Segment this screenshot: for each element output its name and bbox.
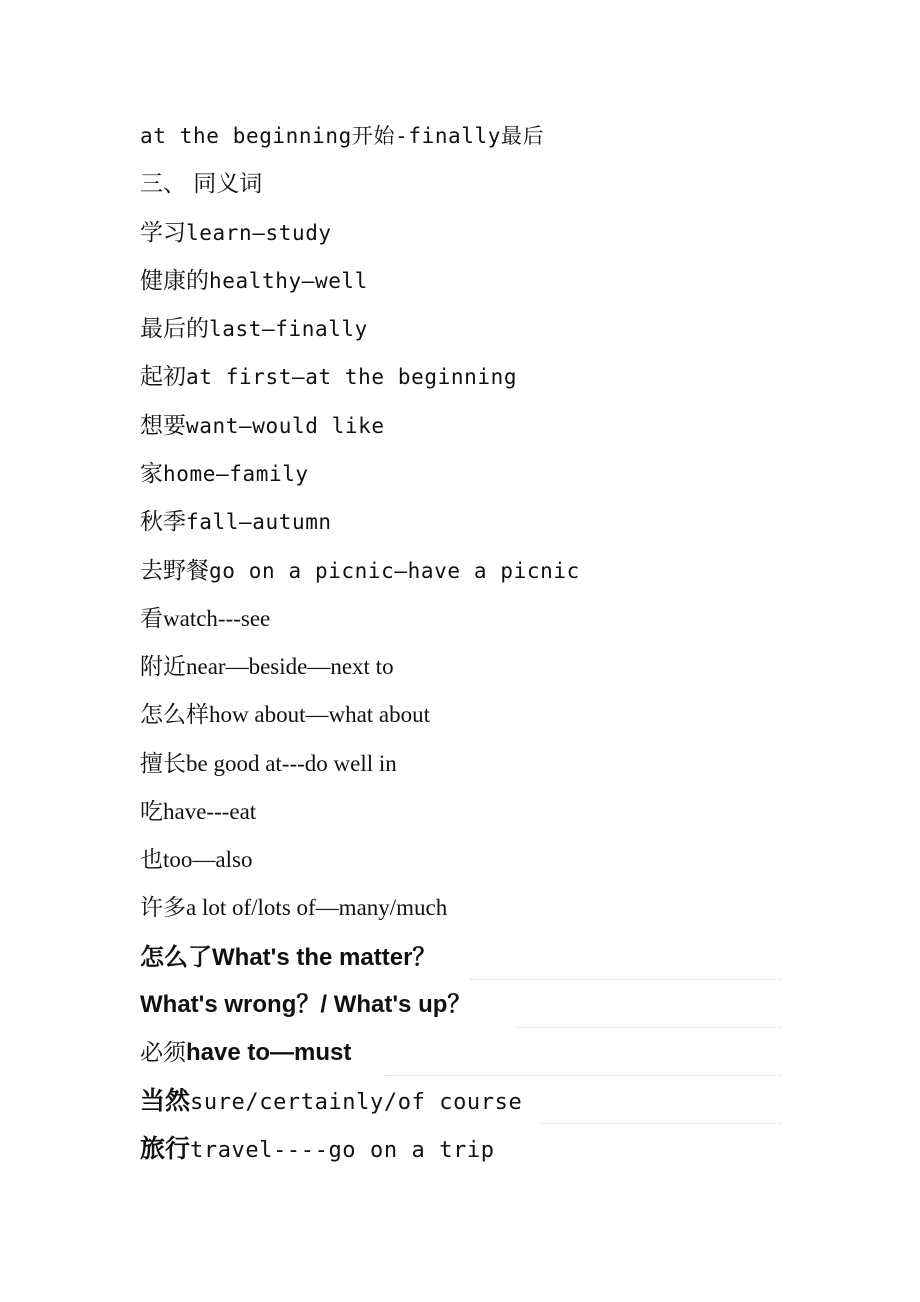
line-english: What's the matter？	[212, 944, 437, 971]
dotted-underline	[516, 1027, 782, 1028]
synonym-line	[140, 213, 332, 253]
line-english: want—would like	[186, 414, 385, 438]
dotted-underline	[384, 1075, 782, 1076]
line-chinese: 学习	[140, 220, 186, 246]
line-english: have to—must	[186, 1039, 352, 1066]
section-heading	[140, 164, 262, 204]
synonym-line	[140, 888, 447, 928]
line-chinese: 怎么样	[140, 702, 209, 728]
synonym-line	[140, 1129, 495, 1169]
synonym-line	[140, 1081, 522, 1121]
line-english: healthy—well	[209, 269, 368, 293]
line-english: home—family	[163, 462, 309, 486]
line-english: watch---see	[163, 606, 271, 631]
line-english: last—finally	[209, 317, 368, 341]
synonym-line	[140, 309, 368, 349]
line-chinese: 怎么了	[140, 943, 212, 971]
synonym-line	[140, 985, 471, 1025]
text-line	[140, 116, 544, 156]
line-chinese: 看	[140, 606, 163, 632]
synonym-line	[140, 357, 517, 397]
line-english: fall—autumn	[186, 510, 332, 534]
line-chinese: 健康的	[140, 268, 209, 294]
synonym-line	[140, 406, 385, 446]
line-chinese: 附近	[140, 654, 186, 680]
synonym-line	[140, 744, 397, 784]
synonym-line	[140, 454, 309, 494]
line-chinese: 去野餐	[140, 558, 209, 584]
line-chinese: 旅行	[140, 1134, 191, 1163]
line-english: be good at---do well in	[186, 751, 397, 776]
line-english: sure/certainly/of course	[190, 1090, 523, 1115]
line-chinese: 起初	[140, 364, 186, 390]
line-chinese: 最后的	[140, 316, 209, 342]
line-english: at first—at the beginning	[186, 365, 518, 389]
synonym-line	[140, 551, 580, 591]
line-english: at the beginning开始-finally最后	[140, 124, 545, 148]
line-english: have---eat	[163, 799, 257, 824]
synonym-line	[140, 840, 252, 880]
dotted-underline	[470, 979, 782, 980]
line-english: travel----go on a trip	[190, 1138, 495, 1163]
synonym-line	[140, 261, 368, 301]
dotted-underline	[540, 1123, 782, 1124]
line-english: too—also	[163, 847, 253, 872]
line-chinese: 想要	[140, 413, 186, 439]
synonym-line	[140, 1033, 351, 1073]
line-chinese: 当然	[140, 1086, 191, 1115]
line-english: go on a picnic—have a picnic	[209, 559, 580, 583]
line-chinese: 也	[140, 847, 163, 873]
synonym-line	[140, 792, 256, 832]
line-chinese: 必须	[140, 1040, 186, 1066]
line-english: learn—study	[186, 221, 332, 245]
synonym-line	[140, 599, 270, 639]
line-english: near—beside—next to	[186, 654, 394, 679]
heading-text: 三、 同义词	[140, 171, 263, 197]
line-english: What's wrong？/ What's up？	[140, 991, 472, 1018]
line-chinese: 擅长	[140, 751, 186, 777]
line-chinese: 秋季	[140, 509, 186, 535]
synonym-line	[140, 647, 394, 687]
synonym-line	[140, 937, 436, 977]
line-english: a lot of/lots of—many/much	[186, 895, 448, 920]
synonym-line	[140, 502, 332, 542]
synonym-line	[140, 695, 430, 735]
line-english: how about—what about	[209, 702, 431, 727]
line-chinese: 吃	[140, 799, 163, 825]
line-chinese: 许多	[140, 895, 186, 921]
line-chinese: 家	[140, 461, 163, 487]
